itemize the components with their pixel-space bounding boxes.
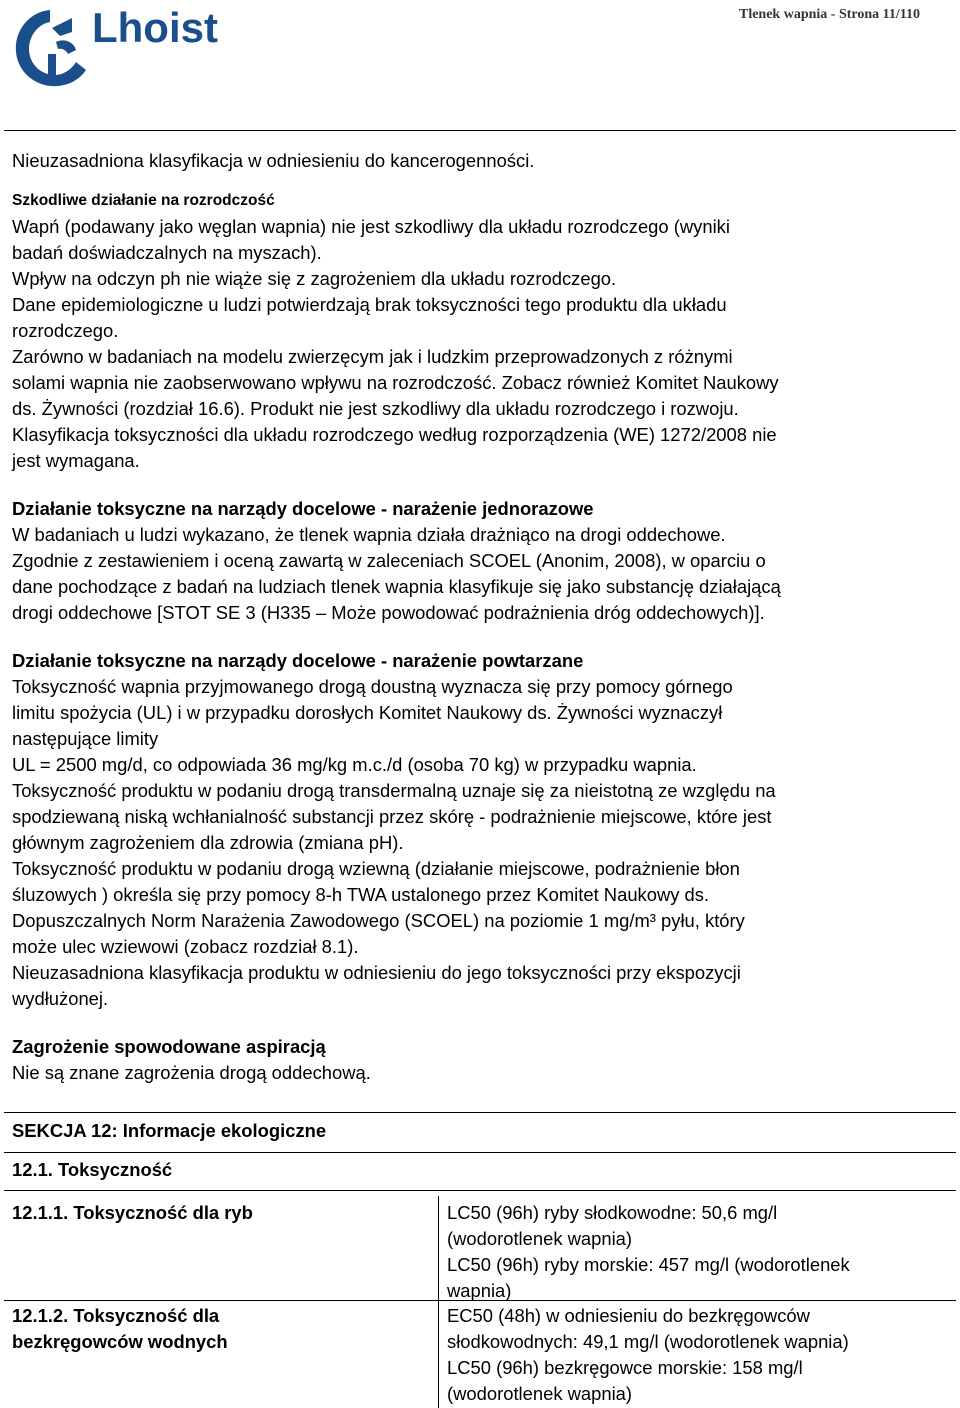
section12-top-border [4,1112,956,1113]
reproductive-line: ds. Żywności (rozdział 16.6). Produkt nie jest szkodliwy dla układu rozrodczego i rozwoju. [12,398,739,419]
fish-toxicity-values: LC50 (96h) ryby słodkowodne: 50,6 mg/l (wodorotlenek wapnia) LC50 (96h) ryby morskie: 457 mg/l (wodorotlenek wapnia) [447,1202,850,1301]
section12-title: SEKCJA 12: Informacje ekologiczne [12,1120,327,1141]
aspiration-heading: Zagrożenie spowodowane aspiracją [12,1036,326,1057]
toxicity-subtitle-border [4,1190,956,1191]
stot-re-line: limitu spożycia (UL) i w przypadku dorosłych Komitet Naukowy ds. Żywności wyznaczył [12,702,723,723]
stot-re-line: Toksyczność wapnia przyjmowanego drogą doustną wyznacza się przy pomocy górnego [12,676,733,697]
stot-re-line: Nieuzasadniona klasyfikacja produktu w odniesieniu do jego toksyczności przy ekspozycji [12,962,741,983]
toxicology-section [12,148,948,1086]
toxicity-subtitle: 12.1. Toksyczność [12,1159,173,1180]
svg-text:Lhoist: Lhoist [92,4,218,51]
reproductive-line: Zarówno w badaniach na modelu zwierzęcym jak i ludzkim przeprowadzonych z różnymi [12,346,733,367]
reproductive-line: jest wymagana. [12,450,140,471]
stot-re-line: Toksyczność produktu w podaniu drogą transdermalną uznaje się za nieistotną ze względu na [12,780,776,801]
lhoist-logo [10,2,240,92]
stot-re-line: spodziewaną niską wchłanialność substancji przez skórę - podrażnienie miejscowe, które jest [12,806,772,827]
reproductive-line: Wpływ na odczyn ph nie wiąże się z zagrożeniem dla układu rozrodczego. [12,268,617,289]
reproductive-line: badań doświadczalnych na myszach). [12,242,322,263]
reproductive-line: Wapń (podawany jako węglan wapnia) nie jest szkodliwy dla układu rozrodczego (wyniki [12,216,730,237]
stot-se-heading: Działanie toksyczne na narządy docelowe - narażenie jednorazowe [12,498,594,519]
stot-re-line: śluzowych ) określa się przy pomocy 8-h TWA ustalonego przez Komitet Naukowy ds. [12,884,710,905]
reproductive-heading: Szkodliwe działanie na rozrodczość [12,192,275,209]
page-number-label: Tlenek wapnia - Strona 11/110 [738,7,920,22]
stot-re-heading: Działanie toksyczne na narządy docelowe - narażenie powtarzane [12,650,584,671]
invertebrate-toxicity-label: 12.1.2. Toksyczność dla bezkręgowców wodnych [12,1305,228,1352]
stot-se-line: drogi oddechowe [STOT SE 3 (H335 – Może powodować podrażnienia dróg oddechowych)]. [12,602,765,623]
stot-se-line: Zgodnie z zestawieniem i oceną zawartą w zaleceniach SCOEL (Anonim, 2008), w oparciu o [12,550,766,571]
stot-re-line: następujące limity [12,728,159,749]
stot-re-line: Dopuszczalnych Norm Narażenia Zawodowego (SCOEL) na poziomie 1 mg/m³ pyłu, który [12,910,745,931]
stot-se-line: W badaniach u ludzi wykazano, że tlenek wapnia działa drażniąco na drogi oddechowe. [12,524,726,545]
stot-re-line: UL = 2500 mg/d, co odpowiada 36 mg/kg m.c./d (osoba 70 kg) w przypadku wapnia. [12,754,697,775]
page-header [0,0,960,130]
stot-se-line: dane pochodzące z badań na ludziach tlenek wapnia klasyfikuje się jako substancję działającą [12,576,781,597]
stot-re-line: Toksyczność produktu w podaniu drogą wziewną (działanie miejscowe, podrażnienie błon [12,858,740,879]
reproductive-line: rozrodczego. [12,320,119,341]
stot-re-line: wydłużonej. [12,988,109,1009]
table-row-divider [4,1300,956,1301]
stot-re-line: może ulec wziewowi (zobacz rozdział 8.1). [12,936,359,957]
reproductive-line: Dane epidemiologiczne u ludzi potwierdzają brak toksyczności tego produktu dla układu [12,294,727,315]
table-column-divider [438,1196,439,1408]
fish-toxicity-label: 12.1.1. Toksyczność dla ryb [12,1202,253,1223]
invertebrate-toxicity-values: EC50 (48h) w odniesieniu do bezkręgowców słodkowodnych: 49,1 mg/l (wodorotlenek wapnia) LC50 (96h) bezkręgowce morskie: 158 mg/l (wodorotlenek wapnia) [447,1305,849,1404]
reproductive-line: Klasyfikacja toksyczności dla układu rozrodczego według rozporządzenia (WE) 1272/2008 nie [12,424,777,445]
section12-title-border [4,1152,956,1153]
carcinogenicity-text: Nieuzasadniona klasyfikacja w odniesieniu do kancerogenności. [12,150,535,171]
aspiration-text: Nie są znane zagrożenia drogą oddechową. [12,1062,371,1083]
header-divider [4,130,956,131]
stot-re-line: głównym zagrożeniem dla zdrowia (zmiana pH). [12,832,404,853]
reproductive-line: solami wapnia nie zaobserwowano wpływu na rozrodczość. Zobacz również Komitet Naukowy [12,372,779,393]
